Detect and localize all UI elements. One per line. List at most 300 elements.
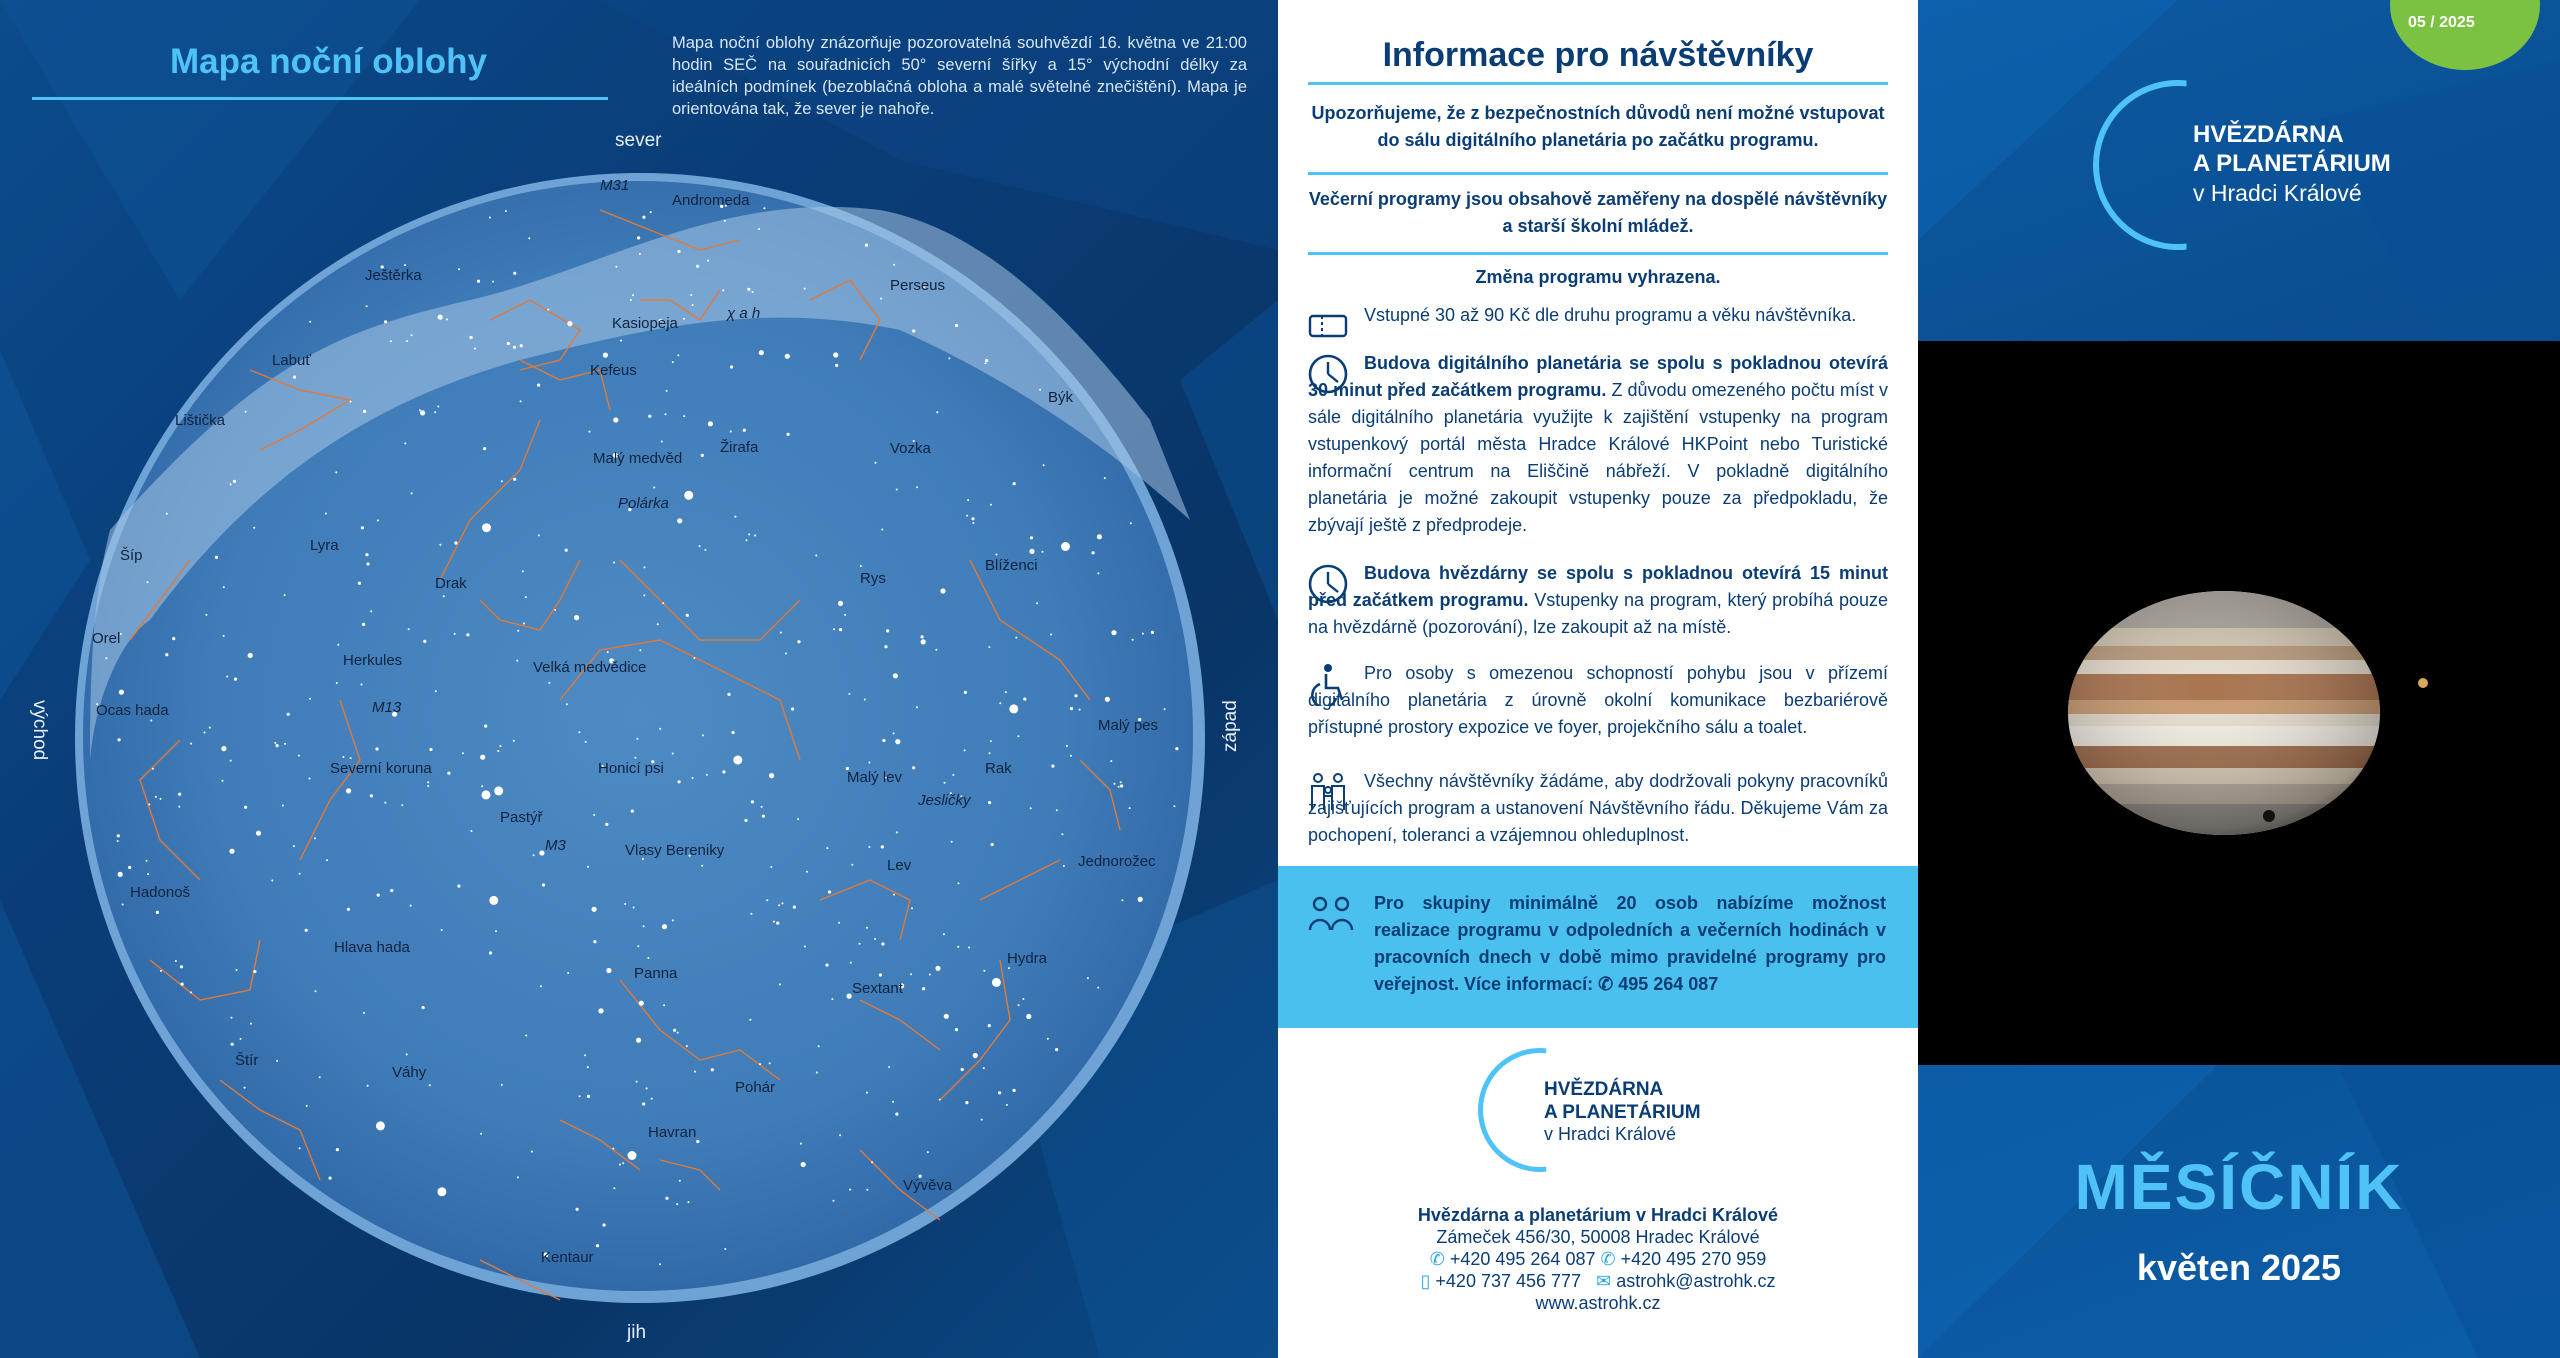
star <box>864 699 866 701</box>
star <box>299 1147 301 1149</box>
star <box>1006 1104 1008 1106</box>
groups-phone[interactable]: 495 264 087 <box>1618 974 1719 994</box>
constellation-label: Blíženci <box>985 557 1038 574</box>
star <box>859 943 861 945</box>
star <box>860 565 862 567</box>
star <box>990 504 992 506</box>
website[interactable]: www.astrohk.cz <box>1535 1293 1661 1313</box>
star <box>522 570 524 572</box>
constellation-label: Kefeus <box>590 362 637 379</box>
star <box>961 1068 964 1071</box>
star <box>893 732 895 734</box>
star <box>565 549 568 552</box>
star <box>785 653 787 655</box>
star <box>800 1143 802 1145</box>
star <box>966 515 968 517</box>
star <box>866 1189 868 1191</box>
star <box>879 973 882 976</box>
star <box>991 843 994 846</box>
star <box>1138 897 1143 902</box>
family-icon <box>1308 770 1352 814</box>
issue-number: 05 / 2025 <box>2408 14 2475 31</box>
star <box>1051 765 1054 768</box>
star <box>696 1140 699 1143</box>
constellation-label: Hlava hada <box>334 939 410 956</box>
planetarium-bold: Budova digitálního planetária se spolu s pokladnou otevírá 30 minut před začátkem programu. <box>1308 353 1888 400</box>
star <box>699 545 701 547</box>
star <box>253 527 255 529</box>
star <box>935 966 940 971</box>
star <box>513 740 515 742</box>
star <box>701 454 704 457</box>
star <box>619 1164 621 1166</box>
safety-notice: Upozorňujeme, že z bezpečnostních důvodů není možné vstupovat do sálu digitálního planetária po začátku programu. <box>1311 103 1885 150</box>
constellation-label: Drak <box>435 575 467 592</box>
star <box>628 1151 637 1160</box>
star <box>420 410 425 415</box>
star <box>951 841 953 843</box>
star <box>1066 745 1068 747</box>
star <box>531 1151 533 1153</box>
star <box>439 544 441 546</box>
star <box>578 731 580 733</box>
jupiter-planet <box>2064 588 2384 838</box>
star <box>325 513 327 515</box>
star <box>501 1084 503 1086</box>
star <box>704 549 706 551</box>
star <box>146 860 148 862</box>
star <box>160 798 162 800</box>
star <box>948 357 950 359</box>
star <box>944 1014 949 1019</box>
star <box>482 790 491 799</box>
star <box>589 431 591 433</box>
star <box>1129 807 1131 809</box>
star <box>240 1038 242 1040</box>
observatory-info <box>1308 560 1888 641</box>
observatory-bold: Budova hvězdárny se spolu s pokladnou otevírá 15 minut před začátkem programu. <box>1308 563 1888 610</box>
star <box>694 1071 696 1073</box>
star <box>538 534 540 536</box>
star <box>1017 735 1019 737</box>
star <box>849 1189 851 1191</box>
star <box>743 429 746 432</box>
star <box>985 359 988 362</box>
star <box>435 690 437 692</box>
star <box>548 682 550 684</box>
star <box>336 682 338 684</box>
star <box>679 1180 681 1182</box>
star <box>523 623 525 625</box>
star <box>471 830 473 832</box>
phone2[interactable]: +420 495 270 959 <box>1620 1249 1767 1269</box>
star <box>482 523 491 532</box>
star <box>804 946 806 948</box>
star <box>676 1203 678 1205</box>
star <box>1110 760 1112 762</box>
star <box>988 1024 991 1027</box>
star-map-panel <box>0 0 1278 1358</box>
star <box>172 637 175 640</box>
star <box>1043 464 1045 466</box>
star <box>287 713 290 716</box>
star <box>384 802 386 804</box>
logo-line3: v Hradci Králové <box>1544 1124 1677 1144</box>
star <box>911 907 913 909</box>
star <box>492 281 494 283</box>
star <box>659 1263 661 1265</box>
star <box>1042 551 1044 553</box>
star <box>744 819 747 822</box>
star <box>678 780 681 783</box>
star <box>441 929 443 931</box>
direction-west: západ <box>1220 700 1241 752</box>
star <box>306 1105 308 1107</box>
star <box>730 431 732 433</box>
star <box>346 788 351 793</box>
star <box>880 298 882 300</box>
star <box>875 462 877 464</box>
star <box>620 340 622 342</box>
star <box>390 889 393 892</box>
star <box>540 985 542 987</box>
constellation-label: Andromeda <box>672 192 750 209</box>
star <box>377 894 380 897</box>
star <box>785 354 790 359</box>
star <box>955 1028 958 1031</box>
star <box>539 850 544 855</box>
star <box>624 903 626 905</box>
star <box>234 678 237 681</box>
star <box>651 1098 653 1100</box>
deep-sky-object-label: χ a h <box>727 305 761 322</box>
logo <box>2093 80 2413 260</box>
star <box>816 1072 818 1074</box>
star <box>1118 786 1120 788</box>
star <box>754 535 756 537</box>
star <box>1026 1014 1031 1019</box>
star <box>370 794 373 797</box>
mobile[interactable]: +420 737 456 777 <box>1435 1271 1582 1291</box>
star <box>893 673 898 678</box>
star <box>499 745 501 747</box>
star <box>347 908 350 911</box>
wheelchair-icon <box>1308 662 1352 706</box>
deep-sky-object-label: M13 <box>372 699 402 716</box>
constellation-label: Honicí psi <box>598 760 664 777</box>
constellation-label: Hadonoš <box>130 884 191 901</box>
star <box>411 334 413 336</box>
moon <box>2418 678 2428 688</box>
star <box>922 987 925 990</box>
star <box>166 513 168 515</box>
star <box>160 970 162 972</box>
star <box>567 321 572 326</box>
star <box>603 1223 606 1226</box>
star <box>147 873 149 875</box>
star <box>747 288 750 291</box>
constellation-label: Orel <box>92 630 121 647</box>
star <box>672 919 674 921</box>
star <box>613 562 615 564</box>
star <box>443 595 445 597</box>
star <box>1030 536 1033 539</box>
star <box>871 1161 873 1163</box>
star <box>118 738 121 741</box>
star <box>1074 694 1077 697</box>
star <box>677 354 679 356</box>
star <box>384 320 387 323</box>
star <box>584 1054 586 1056</box>
star <box>797 818 799 820</box>
star <box>763 207 765 209</box>
star <box>646 1087 648 1089</box>
star <box>576 1208 579 1211</box>
constellation-label: Štír <box>235 1052 259 1069</box>
email[interactable]: astrohk@astrohk.cz <box>1616 1271 1776 1291</box>
star <box>815 555 817 557</box>
star <box>520 400 522 402</box>
star <box>701 865 703 867</box>
star <box>996 554 998 556</box>
star <box>968 947 970 949</box>
star <box>1111 630 1116 635</box>
star <box>631 810 634 813</box>
star <box>835 364 838 367</box>
star <box>683 318 685 320</box>
star <box>992 978 1001 987</box>
star <box>230 483 232 485</box>
star <box>884 645 887 648</box>
star <box>1114 783 1116 785</box>
star <box>927 1151 929 1153</box>
star <box>952 774 954 776</box>
direction-north: sever <box>615 130 662 151</box>
star <box>489 951 492 954</box>
star <box>727 693 730 696</box>
star <box>943 933 945 935</box>
constellation-label: Havran <box>648 1124 697 1141</box>
star <box>895 739 900 744</box>
clock-icon <box>1308 562 1352 606</box>
constellation-label: Malý pes <box>1098 717 1159 734</box>
star <box>231 1017 233 1019</box>
star <box>1056 809 1058 811</box>
cover-panel <box>1918 0 2560 1358</box>
star <box>309 778 311 780</box>
star <box>693 657 695 659</box>
star <box>335 471 337 473</box>
star <box>314 837 316 839</box>
star <box>971 517 974 520</box>
star <box>190 991 192 993</box>
constellation-label: Vlasy Bereniky <box>625 842 725 859</box>
star <box>1151 631 1154 634</box>
star <box>643 925 645 927</box>
deep-sky-object-label: M31 <box>600 177 630 194</box>
star <box>1013 482 1016 485</box>
star <box>801 1162 806 1167</box>
star <box>365 553 368 556</box>
star <box>1164 708 1166 710</box>
star <box>972 522 974 524</box>
star <box>868 846 870 848</box>
star <box>1023 698 1026 701</box>
star <box>513 272 516 275</box>
star <box>605 823 608 826</box>
star <box>495 930 497 932</box>
star <box>696 265 699 268</box>
star <box>1175 747 1178 750</box>
star <box>148 803 150 805</box>
star <box>636 1038 641 1043</box>
star <box>818 1045 820 1047</box>
star <box>634 757 636 759</box>
star <box>613 1187 615 1189</box>
star <box>672 753 674 755</box>
constellation-label: Hydra <box>1007 950 1048 967</box>
star <box>702 734 704 736</box>
contact-block <box>1278 1204 1918 1314</box>
star <box>1130 522 1132 524</box>
star <box>454 541 457 544</box>
accessibility-info <box>1308 660 1888 741</box>
star <box>1132 639 1134 641</box>
map-description: Mapa noční oblohy znázorňuje pozorovatelná souhvězdí 16. května ve 21:00 hodin SEČ na souřadnicích 50° severní šířky a 15° východní délky za ideálních podmínek (bezoblačná obloha a malé světelné znečištění). Mapa je orientována tak, že sever je nahoře. <box>672 34 1247 118</box>
audience-notice: Večerní programy jsou obsahově zaměřeny na dospělé návštěvníky a starší školní mládež. <box>1308 189 1888 236</box>
star <box>848 693 850 695</box>
logo-line2: A PLANETÁRIUM <box>2193 150 2391 177</box>
star <box>1120 781 1122 783</box>
star <box>1013 1089 1016 1092</box>
star <box>245 411 247 413</box>
star <box>274 742 276 744</box>
constellation-label: Lyra <box>310 537 339 554</box>
star <box>178 793 181 796</box>
planetarium-text: Z důvodu omezeného počtu míst v sále digitálního planetária využijte k zajištění vstupenky na program vstupenkový portál města Hradce Králové HKPoint nebo Turistické informační centrum na Eliščině nábřeží. V pokladně digitálního planetária je možné zakoupit vstupenky pouze za předpokladu, že zbývají ještě z předprodeje. <box>1308 380 1888 535</box>
star <box>427 785 429 787</box>
star <box>309 321 311 323</box>
star <box>406 1053 408 1055</box>
star <box>750 913 752 915</box>
jupiter-photo <box>1918 341 2560 1065</box>
star <box>250 1023 252 1025</box>
star <box>276 1060 278 1062</box>
star <box>1039 389 1041 391</box>
constellation-label: Severní koruna <box>330 760 432 777</box>
star <box>804 288 806 290</box>
star <box>454 633 456 635</box>
star <box>778 904 780 906</box>
star <box>838 922 840 924</box>
star <box>1079 709 1081 711</box>
star <box>477 280 480 283</box>
star <box>896 489 898 491</box>
star <box>596 1244 599 1247</box>
divider <box>1308 172 1888 175</box>
constellation-label: Labuť <box>272 352 311 369</box>
star <box>517 630 519 632</box>
star <box>516 660 518 662</box>
star <box>481 785 483 787</box>
star <box>366 305 368 307</box>
star <box>893 264 895 266</box>
star <box>665 413 667 415</box>
star <box>118 872 123 877</box>
ticket-info <box>1308 302 1888 334</box>
star <box>1018 1004 1020 1006</box>
star <box>881 942 884 945</box>
star <box>1092 551 1095 554</box>
star <box>276 744 279 747</box>
star <box>730 365 733 368</box>
star <box>592 907 597 912</box>
star <box>147 581 149 583</box>
star <box>326 859 328 861</box>
star <box>470 336 473 339</box>
star <box>707 260 709 262</box>
star <box>566 703 568 705</box>
star <box>732 731 735 734</box>
logo-text <box>1544 1078 1701 1124</box>
divider <box>1308 252 1888 255</box>
star <box>988 646 990 648</box>
star <box>447 772 450 775</box>
star <box>780 632 782 634</box>
star <box>1030 807 1032 809</box>
star <box>438 315 443 320</box>
star <box>633 907 635 909</box>
constellation-label: Velká medvědice <box>533 659 647 676</box>
star <box>1050 634 1052 636</box>
ticket-text: Vstupné 30 až 90 Kč dle druhu programu a věku návštěvníka. <box>1364 305 1857 325</box>
star <box>677 250 680 253</box>
star <box>253 970 256 973</box>
star <box>748 533 750 535</box>
star <box>480 1133 482 1135</box>
star <box>181 983 184 986</box>
sky-chart <box>0 0 1278 1358</box>
star <box>761 806 763 808</box>
star <box>868 762 870 764</box>
star <box>419 409 421 411</box>
star <box>828 890 831 893</box>
star <box>404 264 406 266</box>
star <box>305 929 308 932</box>
logo <box>1478 1048 1738 1178</box>
star <box>866 927 868 929</box>
star <box>639 649 641 651</box>
star <box>1105 697 1110 702</box>
star <box>935 649 937 651</box>
star <box>363 410 366 413</box>
star <box>776 922 779 925</box>
star <box>282 805 284 807</box>
star <box>1047 1038 1049 1040</box>
star <box>892 1101 894 1103</box>
star <box>230 760 232 762</box>
star <box>293 845 295 847</box>
phone1[interactable]: +420 495 264 087 <box>1449 1249 1596 1269</box>
star <box>483 447 486 450</box>
star <box>229 849 234 854</box>
moon-shadow <box>2263 810 2275 822</box>
star <box>833 352 838 357</box>
star <box>921 639 926 644</box>
star <box>505 210 507 212</box>
star <box>762 815 765 818</box>
constellation-label: Panna <box>634 965 678 982</box>
